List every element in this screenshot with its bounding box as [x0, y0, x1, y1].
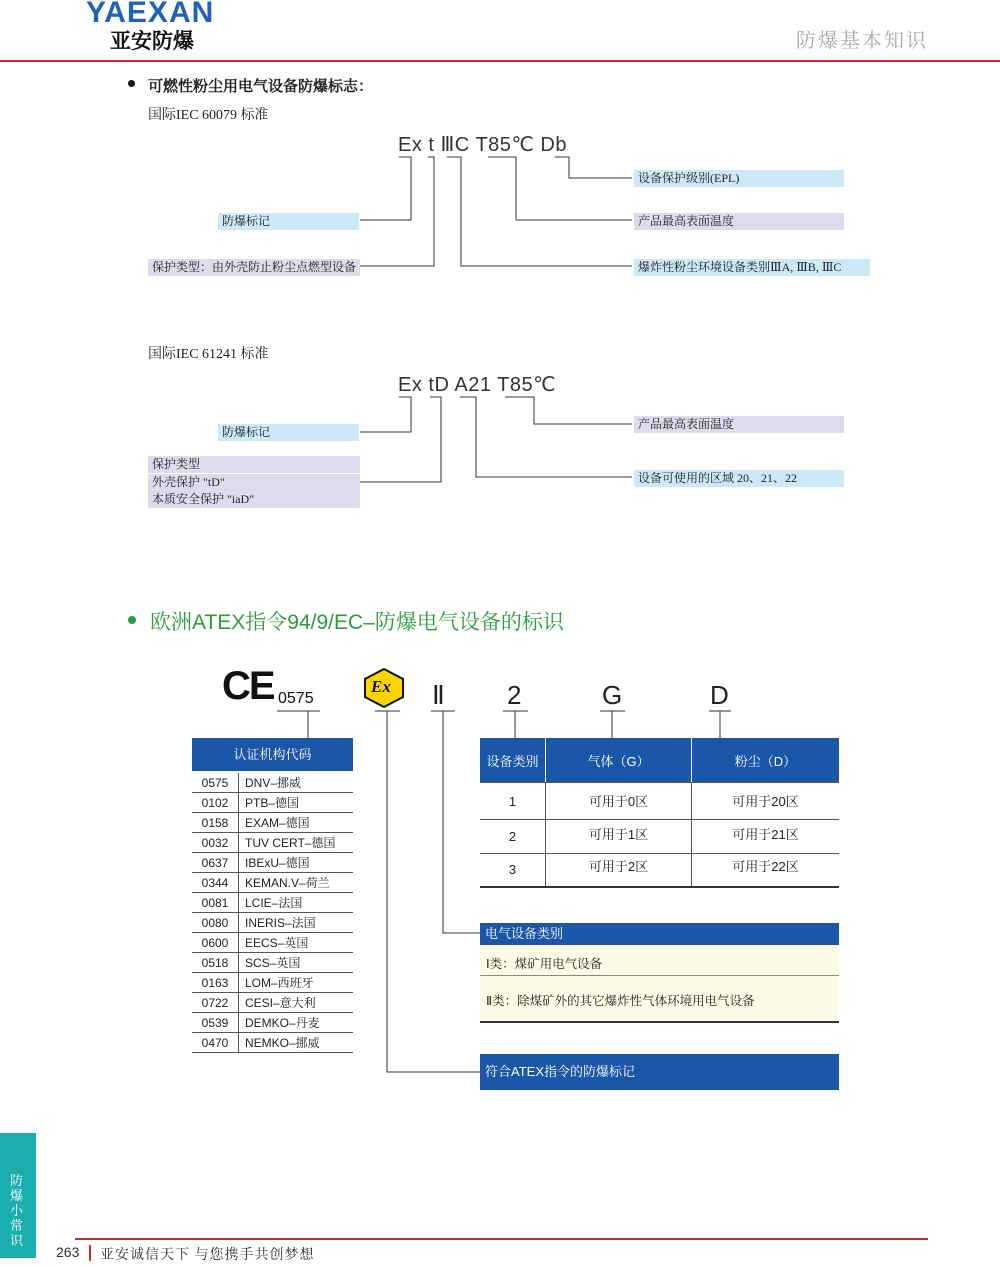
iec61241-code: Ex tD A21 T85℃: [398, 374, 557, 396]
cert-row: [192, 993, 353, 1013]
cert-row: [192, 813, 353, 833]
label-ptype: 保护类型: [148, 456, 360, 473]
cert-name: TUV CERT–德国: [239, 833, 354, 853]
cat-cell: 可用于21区: [692, 820, 840, 854]
dust-mark: D: [710, 680, 729, 710]
cat-cell: 2: [480, 820, 546, 854]
cat-header-category: 设备类别: [480, 738, 546, 783]
group-mark: Ⅱ: [432, 680, 445, 710]
cat-cell: 可用于0区: [546, 783, 692, 820]
sidebar-tab: [0, 1133, 36, 1258]
sidebar-tab-label: 防爆小常识: [10, 1173, 24, 1248]
cert-row: [192, 913, 353, 933]
cat-cell: 1: [480, 783, 546, 820]
cat-cell: 可用于1区: [546, 820, 692, 854]
cert-code: 0080: [192, 913, 239, 933]
cert-row: [192, 793, 353, 813]
footer-separator: [89, 1245, 91, 1261]
label-temp: 产品最高表面温度: [634, 213, 844, 230]
cert-name: DNV–挪威: [239, 773, 354, 793]
cert-row: [192, 893, 353, 913]
cert-row: [192, 973, 353, 993]
cert-name: LCIE–法国: [239, 893, 354, 913]
category-table: [480, 738, 839, 888]
cert-code: 0722: [192, 993, 239, 1013]
cert-name: KEMAN.V–荷兰: [239, 873, 354, 893]
cert-code: 0470: [192, 1033, 239, 1053]
cert-code: 0539: [192, 1013, 239, 1033]
atex-mark-box: 符合ATEX指令的防爆标记: [480, 1054, 839, 1090]
cert-row: [192, 1013, 353, 1033]
cert-bodies-table: [192, 773, 353, 1053]
label-mark: 防爆标记: [218, 213, 359, 230]
footer-slogan: 亚安诚信天下 与您携手共创梦想: [100, 1248, 315, 1263]
label-temp-61241: 产品最高表面温度: [634, 416, 844, 433]
cert-name: IBExU–德国: [239, 853, 354, 873]
iec60079-standard: 国际IEC 60079 标准: [148, 108, 269, 123]
gas-mark: G: [602, 680, 623, 710]
cert-name: DEMKO–丹麦: [239, 1013, 354, 1033]
category-mark: 2: [507, 680, 522, 710]
cat-header-gas: 气体（G）: [546, 738, 692, 783]
cert-row: [192, 853, 353, 873]
cat-header-dust: 粉尘（D）: [692, 738, 840, 783]
equip-group-title: 电气设备类别: [480, 923, 839, 945]
cert-name: INERIS–法国: [239, 913, 354, 933]
cert-name: LOM–西班牙: [239, 973, 354, 993]
cert-row: [192, 873, 353, 893]
logo-chinese: 亚安防爆: [110, 30, 194, 53]
cert-code: 0158: [192, 813, 239, 833]
page-number: 263: [56, 1244, 80, 1260]
cert-name: SCS–英国: [239, 953, 354, 973]
cert-code: 0600: [192, 933, 239, 953]
atex-heading: 欧洲ATEX指令94/9/EC–防爆电气设备的标识: [150, 611, 564, 634]
label-iad: 本质安全保护 "iaD": [148, 491, 360, 508]
ex-symbol: Ex: [371, 677, 391, 696]
label-td: 外壳保护 "tD": [148, 474, 360, 491]
cert-code: 0163: [192, 973, 239, 993]
iec60079-code: Ex t ⅢC T85℃ Db: [398, 134, 567, 156]
equip-group-divider: [480, 975, 839, 976]
cert-row: [192, 953, 353, 973]
cert-name: PTB–德国: [239, 793, 354, 813]
ce-number: 0575: [278, 690, 314, 707]
cert-row: [192, 933, 353, 953]
iec61241-standard: 国际IEC 61241 标准: [148, 347, 269, 362]
cert-code: 0344: [192, 873, 239, 893]
equip-group-ii: Ⅱ类：除煤矿外的其它爆炸性气体环境用电气设备: [486, 994, 755, 1008]
cert-code: 0637: [192, 853, 239, 873]
cert-code: 0032: [192, 833, 239, 853]
footer-divider: [75, 1238, 928, 1240]
logo-text: YAEXAN: [86, 0, 215, 29]
cert-row: [192, 773, 353, 793]
cat-cell: 可用于20区: [692, 783, 840, 820]
label-mark-61241: 防爆标记: [218, 424, 359, 441]
cert-code: 0518: [192, 953, 239, 973]
cat-cell: 可用于22区: [732, 859, 799, 874]
cert-row: [192, 833, 353, 853]
cert-code: 0081: [192, 893, 239, 913]
cert-name: EECS–英国: [239, 933, 354, 953]
section-title: 防爆基本知识: [796, 30, 928, 52]
cert-code: 0102: [192, 793, 239, 813]
cert-name: EXAM–德国: [239, 813, 354, 833]
dust-heading: 可燃性粉尘用电气设备防爆标志：: [148, 78, 374, 95]
label-protection: 保护类型：由外壳防止粉尘点燃型设备: [148, 259, 360, 276]
cert-row: [192, 1033, 353, 1053]
cert-code: 0575: [192, 773, 239, 793]
cat-cell: 3: [480, 854, 546, 887]
cert-name: CESI–意大利: [239, 993, 354, 1013]
ce-mark: CE: [222, 664, 274, 708]
label-zone: 设备可使用的区域 20、21、22: [634, 470, 844, 487]
equip-group-i: Ⅰ类：煤矿用电气设备: [486, 957, 603, 971]
cert-table-header: 认证机构代码: [192, 738, 353, 771]
label-epl: 设备保护级别(EPL): [634, 170, 844, 187]
cat-cell: 可用于2区: [546, 854, 692, 887]
cert-name: NEMKO–挪威: [239, 1033, 354, 1053]
equip-group-body: [480, 945, 839, 1023]
label-group: 爆炸性粉尘环境设备类别ⅢA, ⅢB, ⅢC: [634, 259, 870, 276]
